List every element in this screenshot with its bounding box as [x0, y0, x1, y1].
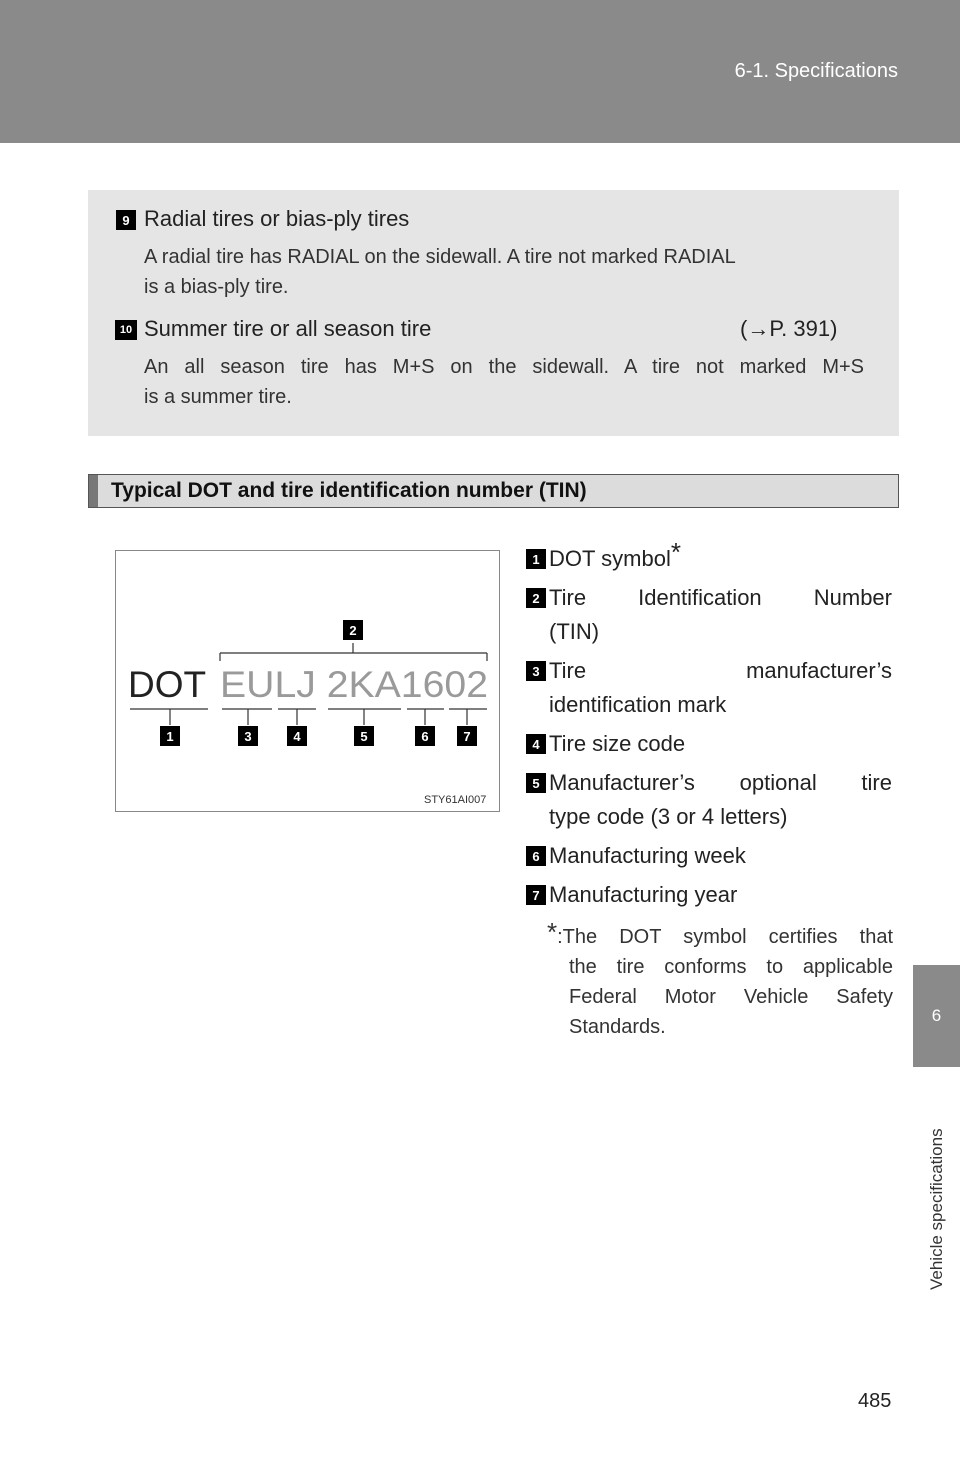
tin-diagram	[116, 551, 499, 811]
footnote-text: :The DOT symbol certifies that	[557, 926, 893, 948]
chapter-tab[interactable]: 6	[913, 965, 960, 1067]
legend-text: identification mark	[549, 692, 727, 717]
legend-text: Manufacturing week	[549, 843, 746, 868]
callout-2: 2	[349, 623, 357, 638]
info-body-line: is a summer tire.	[144, 386, 292, 408]
info-item-body	[144, 352, 864, 412]
legend-item	[549, 537, 892, 576]
legend-text: type code (3 or 4 letters)	[549, 804, 788, 829]
footnote-line-1	[547, 917, 893, 952]
legend-text: (TIN)	[549, 619, 600, 644]
info-body-line: A radial tire has RADIAL on the sidewall. A tire not marked RADIAL	[144, 246, 736, 268]
callout-3: 3	[244, 729, 252, 744]
footnote-text: Standards.	[569, 1016, 666, 1038]
legend-badge-7: 7	[526, 885, 546, 905]
legend-badge-2: 2	[526, 588, 546, 608]
legend-text: DOT symbol	[549, 546, 671, 571]
callout-6: 6	[421, 729, 429, 744]
legend-text: Tire size code	[549, 731, 686, 756]
legend-badge-3: 3	[526, 661, 546, 681]
footnote-text: the tire conforms to applicable	[569, 956, 893, 978]
info-box	[88, 190, 899, 436]
section-title: Typical DOT and tire identification number (TIN)	[111, 479, 587, 502]
figure-code: STY61AI007	[424, 794, 487, 806]
footnote-asterisk: *	[547, 917, 558, 947]
legend-item	[549, 839, 892, 873]
callout-5: 5	[360, 729, 368, 744]
dot-text: DOT	[128, 664, 207, 705]
asterisk: *	[670, 537, 681, 567]
legend-item	[549, 766, 892, 834]
badge-10: 10	[115, 320, 137, 340]
tin-figure	[115, 550, 500, 812]
info-item-title: Summer tire or all season tire	[144, 316, 432, 341]
info-body-line: is a bias-ply tire.	[144, 276, 289, 298]
page-reference-link[interactable]: (→P. 391)	[740, 316, 838, 341]
section-header-title: 6-1. Specifications	[734, 60, 898, 82]
chapter-title: Vehicle specifications	[927, 1128, 946, 1290]
legend-text: Manufacturing year	[549, 882, 738, 907]
callout-4: 4	[293, 729, 301, 744]
badge-9: 9	[116, 210, 136, 230]
legend-badge-6: 6	[526, 846, 546, 866]
info-item-body	[144, 242, 736, 302]
page-header	[0, 0, 960, 143]
callout-7: 7	[463, 729, 471, 744]
legend-item	[549, 727, 892, 761]
heading-marker	[89, 475, 98, 507]
legend-item	[549, 878, 892, 912]
legend-text: Tire manufacturer’s	[549, 658, 892, 683]
legend-item	[549, 654, 892, 722]
legend-badge-1: 1	[526, 549, 546, 569]
section-heading	[88, 474, 899, 508]
legend-item	[549, 581, 892, 649]
legend-text: Tire Identification Number	[549, 585, 892, 610]
footnote-text: Federal Motor Vehicle Safety	[569, 986, 893, 1008]
tin-text: EULJ 2KA1602	[220, 664, 488, 705]
footnote	[547, 917, 893, 1042]
info-body-line: An all season tire has M+S on the sidewall. A tire not marked M+S	[144, 356, 864, 378]
legend-text: Manufacturer’s optional tire	[549, 770, 892, 795]
callout-1: 1	[166, 729, 174, 744]
legend-badge-5: 5	[526, 773, 546, 793]
legend-badge-4: 4	[526, 734, 546, 754]
chapter-title-vertical	[923, 1080, 951, 1300]
info-item-title: Radial tires or bias-ply tires	[144, 206, 410, 231]
page-number: 485	[858, 1390, 892, 1412]
